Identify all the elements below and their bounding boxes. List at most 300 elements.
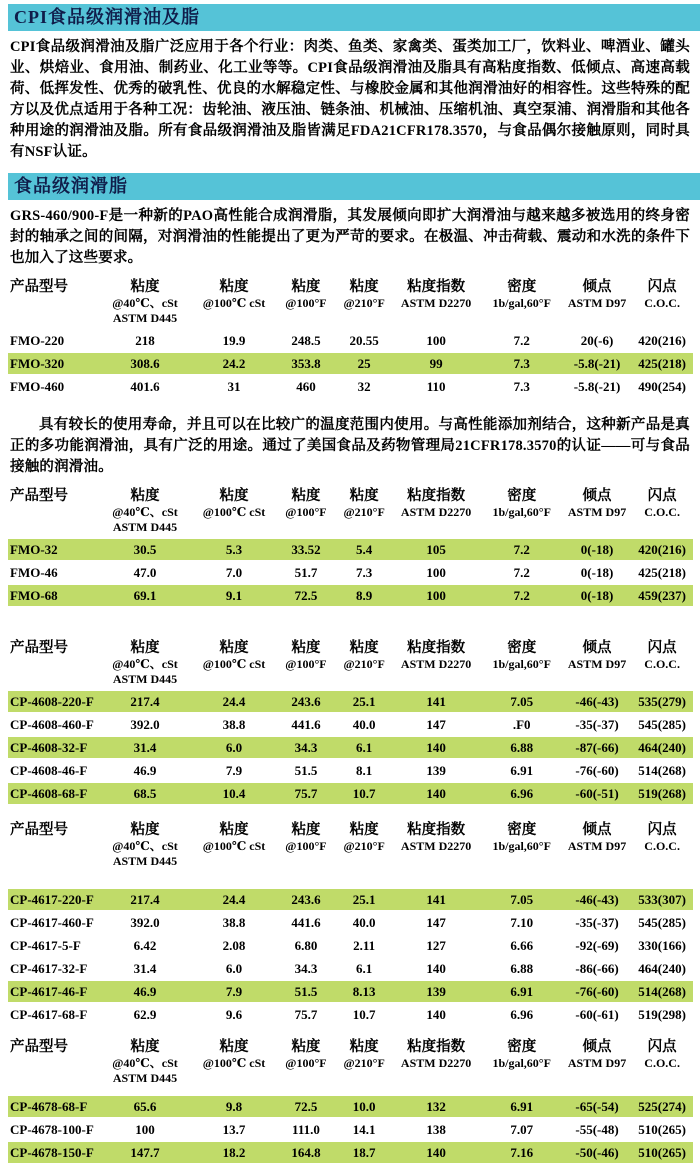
- column-subtitle: ASTM D97: [567, 657, 627, 671]
- cell-value: 308.6: [130, 356, 160, 371]
- column-subtitle: 1b/gal,60°F: [492, 1056, 551, 1070]
- cell-value: 519(298): [638, 1007, 686, 1022]
- cell-value: 34.3: [294, 740, 318, 755]
- column-header: [275, 822, 337, 854]
- column-title: 粘度: [291, 822, 321, 838]
- cell-value: 6.42: [133, 938, 157, 953]
- column-title: 粘度指数: [407, 822, 466, 838]
- cell-value: 217.4: [130, 694, 160, 709]
- column-title: 粘度: [349, 488, 379, 504]
- cell-value: 514(268): [638, 763, 686, 778]
- cell-value: 441.6: [291, 915, 321, 930]
- cell-value: 100: [426, 588, 446, 603]
- product-model: CP-4608-46-F: [10, 763, 88, 778]
- product-model: FMO-32: [10, 542, 58, 557]
- column-title: 粘度: [291, 279, 321, 295]
- cell-value: -92(-69): [575, 938, 619, 953]
- cell-value: 7.9: [225, 763, 243, 778]
- cell-value: 7.3: [513, 356, 530, 371]
- column-title: 闪点: [647, 488, 677, 504]
- column-title: 粘度: [349, 279, 379, 295]
- cell-value: 0(-18): [580, 588, 614, 603]
- cell-value: 9.1: [225, 588, 243, 603]
- cell-value: 33.52: [291, 542, 321, 557]
- cell-value: 68.5: [133, 786, 157, 801]
- column-title: 倾点: [582, 488, 612, 504]
- column-header: [337, 1039, 392, 1071]
- column-title: 倾点: [582, 640, 612, 656]
- column-header: [481, 822, 563, 854]
- table-row: [8, 539, 693, 560]
- cell-value: 72.5: [294, 588, 318, 603]
- column-title: 粘度: [349, 1039, 379, 1055]
- cell-value: 147: [426, 717, 446, 732]
- cell-value: 140: [426, 786, 446, 801]
- product-table-fmo-heavy: [8, 271, 693, 397]
- cell-value: 31: [227, 379, 241, 394]
- cell-value: 46.9: [133, 763, 157, 778]
- cell-value: 19.9: [222, 333, 246, 348]
- column-title: 粘度: [219, 279, 249, 295]
- cell-value: -5.8(-21): [573, 379, 621, 394]
- table-row: [8, 585, 693, 606]
- column-title: 粘度: [349, 640, 379, 656]
- column-subtitle: ASTM D97: [567, 1056, 627, 1070]
- cell-value: 6.66: [510, 938, 534, 953]
- product-model: FMO-320: [10, 356, 65, 371]
- cell-value: 51.5: [294, 763, 318, 778]
- product-model: CP-4678-150-F: [10, 1145, 94, 1160]
- column-subtitle: 1b/gal,60°F: [492, 505, 551, 519]
- column-header: [481, 488, 563, 520]
- column-header: [631, 1039, 693, 1071]
- table-row: [8, 376, 693, 397]
- column-subtitle: @40℃、cSt: [112, 657, 178, 671]
- cell-value: -35(-37): [575, 717, 619, 732]
- cell-value: 140: [426, 1007, 446, 1022]
- product-model: CP-4608-220-F: [10, 694, 94, 709]
- cell-value: 140: [426, 740, 446, 755]
- cell-value: 9.6: [225, 1007, 243, 1022]
- product-model: FMO-460: [10, 379, 65, 394]
- cell-value: 248.5: [291, 333, 321, 348]
- column-header-model: 产品型号: [10, 822, 68, 838]
- cell-value: 6.96: [510, 1007, 534, 1022]
- column-header: [392, 822, 481, 854]
- column-subtitle: @210°F: [343, 296, 385, 310]
- column-header: [392, 488, 481, 520]
- cell-value: 0(-18): [580, 565, 614, 580]
- column-header: [275, 279, 337, 311]
- column-title: 粘度: [349, 822, 379, 838]
- product-model: CP-4617-46-F: [10, 984, 88, 999]
- column-header: [337, 640, 392, 672]
- column-title: 密度: [507, 1039, 537, 1055]
- column-header: [97, 1039, 193, 1086]
- column-header: [97, 488, 193, 535]
- column-header: [193, 488, 275, 520]
- cell-value: 392.0: [130, 717, 160, 732]
- cell-value: 31.4: [133, 740, 157, 755]
- cell-value: 7.3: [513, 379, 530, 394]
- intro-paragraph-grease: GRS-460/900-F是一种新的PAO高性能合成润滑脂，其发展倾向即扩大润滑油与越来越多被选用的终身密封的轴承之间的间隔，对润滑油的性能提出了更为严苛的要求。在极温、冲击荷载、震动和水洗的条件下也加入了这些要求。: [10, 208, 690, 266]
- cell-value: -46(-43): [575, 892, 619, 907]
- cell-value: 24.2: [222, 356, 246, 371]
- cell-value: 100: [135, 1122, 155, 1137]
- table-row: [8, 330, 693, 351]
- cell-value: 139: [426, 763, 446, 778]
- cell-value: 6.1: [356, 740, 373, 755]
- cell-value: 14.1: [352, 1122, 376, 1137]
- column-header: [193, 279, 275, 311]
- cell-value: 7.10: [510, 915, 534, 930]
- cell-value: 7.2: [513, 565, 530, 580]
- section-header-oils: CPI食品级润滑油及脂: [8, 4, 700, 31]
- section-header-grease: 食品级润滑脂: [8, 173, 700, 200]
- column-title: 粘度: [219, 822, 249, 838]
- cell-value: 7.07: [510, 1122, 534, 1137]
- column-title: 粘度指数: [407, 279, 466, 295]
- table-row: [8, 958, 693, 979]
- cell-value: 46.9: [133, 984, 157, 999]
- cell-value: 6.0: [225, 961, 243, 976]
- product-table-cp4678: [8, 1031, 693, 1163]
- cell-value: 20(-6): [580, 333, 614, 348]
- cell-value: 545(285): [638, 915, 686, 930]
- intro-paragraph-oils: CPI食品级润滑油及脂广泛应用于各个行业：肉类、鱼类、家禽类、蛋类加工厂，饮料业、啤酒业、罐头业、烘焙业、食用油、制药业、化工业等等。CPI食品级润滑油及脂具有高粘度指数、低倾点、高速高载荷、低挥发性、优秀的破乳性、优良的水解稳定性、与橡胶金属和其他润滑油好的相容性。这些特殊的配方以及优点适用于各种工况：齿轮油、液压油、链条油、机械油、压缩机油、真空泵浦、润滑脂和其他各种用途的润滑油及脂。所有食品级润滑油及脂皆满足FDA21CFR178.3570，与食品偶尔接触原则，同时具有NSF认证。: [10, 39, 690, 160]
- table-row: [8, 912, 693, 933]
- column-title: 粘度: [291, 640, 321, 656]
- cell-value: 75.7: [294, 1007, 318, 1022]
- cell-value: 353.8: [291, 356, 321, 371]
- column-title: 粘度指数: [407, 640, 466, 656]
- table-rows: [8, 691, 693, 804]
- column-subtitle: @210°F: [343, 839, 385, 853]
- column-subtitle: 1b/gal,60°F: [492, 657, 551, 671]
- cell-value: 330(166): [638, 938, 686, 953]
- cell-value: -76(-60): [575, 984, 619, 999]
- column-title: 粘度: [130, 488, 160, 504]
- cell-value: 441.6: [291, 717, 321, 732]
- cell-value: -50(-46): [575, 1145, 619, 1160]
- table-rows: [8, 539, 693, 606]
- cell-value: 40.0: [352, 915, 376, 930]
- column-header: [481, 1039, 563, 1071]
- cell-value: 25: [357, 356, 371, 371]
- column-subtitle: 1b/gal,60°F: [492, 296, 551, 310]
- cell-value: 510(265): [638, 1122, 686, 1137]
- column-header: [631, 279, 693, 311]
- column-header: [193, 640, 275, 672]
- column-subtitle: ASTM D97: [567, 839, 627, 853]
- table-rows: [8, 330, 693, 397]
- column-subtitle: C.O.C.: [644, 505, 680, 519]
- column-header: [631, 822, 693, 854]
- column-subtitle: ASTM D2270: [400, 1056, 472, 1070]
- cell-value: -65(-54): [575, 1099, 619, 1114]
- column-title: 粘度: [130, 279, 160, 295]
- column-header: [481, 279, 563, 311]
- cell-value: 243.6: [291, 892, 321, 907]
- table-rows: [8, 1096, 693, 1163]
- cell-value: 525(274): [638, 1099, 686, 1114]
- column-title: 闪点: [647, 279, 677, 295]
- cell-value: 105: [426, 542, 446, 557]
- table-row: [8, 760, 693, 781]
- table-row: [8, 714, 693, 735]
- cell-value: 7.16: [510, 1145, 534, 1160]
- product-model: FMO-46: [10, 565, 58, 580]
- column-header: [97, 279, 193, 326]
- column-header: [193, 822, 275, 854]
- cell-value: 2.11: [353, 938, 376, 953]
- cell-value: 8.13: [352, 984, 376, 999]
- column-title: 闪点: [647, 822, 677, 838]
- cell-value: 10.7: [352, 786, 376, 801]
- column-header: [563, 640, 632, 672]
- table-row: [8, 1004, 693, 1025]
- column-title: 密度: [507, 822, 537, 838]
- table-row: [8, 1096, 693, 1117]
- cell-value: 140: [426, 1145, 446, 1160]
- cell-value: 147.7: [130, 1145, 160, 1160]
- cell-value: 8.1: [356, 763, 373, 778]
- product-model: CP-4617-5-F: [10, 938, 81, 953]
- column-subtitle: C.O.C.: [644, 1056, 680, 1070]
- column-header: [337, 279, 392, 311]
- cell-value: 7.2: [513, 588, 530, 603]
- cell-value: 24.4: [222, 694, 246, 709]
- table-header: [8, 1031, 693, 1090]
- cell-value: 6.91: [510, 984, 534, 999]
- cell-value: -76(-60): [575, 763, 619, 778]
- column-header: [97, 822, 193, 869]
- column-subtitle: ASTM D2270: [400, 505, 472, 519]
- column-title: 密度: [507, 279, 537, 295]
- cell-value: 401.6: [130, 379, 160, 394]
- cell-value: 100: [426, 565, 446, 580]
- cell-value: 72.5: [294, 1099, 318, 1114]
- column-subtitle: @210°F: [343, 657, 385, 671]
- cell-value: 420(216): [638, 542, 686, 557]
- table-row: [8, 889, 693, 910]
- cell-value: 0(-18): [580, 542, 614, 557]
- column-subtitle: @40℃、cSt: [112, 296, 178, 310]
- column-header-model: 产品型号: [10, 279, 68, 295]
- cell-value: 138: [426, 1122, 446, 1137]
- column-subtitle: @100℃ cSt: [202, 657, 266, 671]
- column-title: 闪点: [647, 640, 677, 656]
- column-title: 粘度: [219, 640, 249, 656]
- cell-value: 7.05: [510, 694, 534, 709]
- cell-value: 7.2: [513, 333, 530, 348]
- cell-value: 535(279): [638, 694, 686, 709]
- cell-value: 425(218): [638, 356, 686, 371]
- column-title: 倾点: [582, 1039, 612, 1055]
- column-subtitle: C.O.C.: [644, 839, 680, 853]
- cell-value: 51.5: [294, 984, 318, 999]
- column-subtitle: ASTM D445: [112, 311, 178, 325]
- column-header: [97, 640, 193, 687]
- column-title: 粘度: [219, 1039, 249, 1055]
- product-model: FMO-220: [10, 333, 65, 348]
- column-subtitle: 1b/gal,60°F: [492, 839, 551, 853]
- column-subtitle: @100℃ cSt: [202, 296, 266, 310]
- cell-value: 9.8: [225, 1099, 243, 1114]
- cell-value: 6.91: [510, 1099, 534, 1114]
- column-header: [392, 1039, 481, 1071]
- column-header: [563, 1039, 632, 1071]
- column-header: [337, 488, 392, 520]
- column-header: [193, 1039, 275, 1071]
- cell-value: 139: [426, 984, 446, 999]
- cell-value: 460: [296, 379, 316, 394]
- product-model: CP-4617-32-F: [10, 961, 88, 976]
- product-table-cp4608: [8, 632, 693, 804]
- cell-value: 10.0: [352, 1099, 376, 1114]
- cell-value: -46(-43): [575, 694, 619, 709]
- column-subtitle: @100℃ cSt: [202, 1056, 266, 1070]
- product-model: CP-4617-460-F: [10, 915, 94, 930]
- cell-value: 25.1: [352, 694, 376, 709]
- column-header: [563, 488, 632, 520]
- column-header: [631, 488, 693, 520]
- column-subtitle: ASTM D2270: [400, 296, 472, 310]
- table-row: [8, 562, 693, 583]
- cell-value: 34.3: [294, 961, 318, 976]
- cell-value: 7.9: [225, 984, 243, 999]
- column-subtitle: @100°F: [285, 1056, 327, 1070]
- cell-value: 100: [426, 333, 446, 348]
- cell-value: -87(-66): [575, 740, 619, 755]
- column-subtitle: @210°F: [343, 1056, 385, 1070]
- cell-value: -35(-37): [575, 915, 619, 930]
- table-header: [8, 271, 693, 330]
- column-header: [275, 1039, 337, 1071]
- cell-value: 99: [429, 356, 443, 371]
- cell-value: -60(-51): [575, 786, 619, 801]
- column-title: 倾点: [582, 279, 612, 295]
- column-header: [392, 640, 481, 672]
- product-model: CP-4608-68-F: [10, 786, 88, 801]
- cell-value: 32: [357, 379, 371, 394]
- table-header: [8, 632, 693, 691]
- cell-value: 6.88: [510, 740, 534, 755]
- cell-value: 18.7: [352, 1145, 376, 1160]
- cell-value: 464(240): [638, 961, 686, 976]
- cell-value: 30.5: [133, 542, 157, 557]
- cell-value: 7.3: [356, 565, 373, 580]
- column-subtitle: @100°F: [285, 296, 327, 310]
- cell-value: 6.0: [225, 740, 243, 755]
- table-row: [8, 981, 693, 1002]
- product-model: CP-4678-100-F: [10, 1122, 94, 1137]
- column-subtitle: ASTM D2270: [400, 657, 472, 671]
- column-title: 密度: [507, 640, 537, 656]
- column-subtitle: ASTM D445: [112, 520, 178, 534]
- cell-value: -60(-61): [575, 1007, 619, 1022]
- cell-value: 38.8: [222, 717, 246, 732]
- cell-value: 62.9: [133, 1007, 157, 1022]
- column-subtitle: @100℃ cSt: [202, 505, 266, 519]
- product-table-fmo-light: [8, 480, 693, 606]
- column-subtitle: @100°F: [285, 657, 327, 671]
- column-header-model: 产品型号: [10, 488, 68, 504]
- cell-value: 20.55: [349, 333, 379, 348]
- column-header: [481, 640, 563, 672]
- column-subtitle: @40℃、cSt: [112, 839, 178, 853]
- column-header: [275, 640, 337, 672]
- cell-value: -5.8(-21): [573, 356, 621, 371]
- column-header: [392, 279, 481, 311]
- column-subtitle: ASTM D2270: [400, 839, 472, 853]
- cell-value: 545(285): [638, 717, 686, 732]
- cell-value: 217.4: [130, 892, 160, 907]
- column-subtitle: ASTM D445: [112, 854, 178, 868]
- table-row: [8, 353, 693, 374]
- cell-value: 40.0: [352, 717, 376, 732]
- cell-value: 392.0: [130, 915, 160, 930]
- column-header: [275, 488, 337, 520]
- cell-value: 24.4: [222, 892, 246, 907]
- cell-value: 164.8: [291, 1145, 321, 1160]
- cell-value: -55(-48): [575, 1122, 619, 1137]
- cell-value: 7.0: [225, 565, 243, 580]
- cell-value: 18.2: [222, 1145, 246, 1160]
- cell-value: 6.91: [510, 763, 534, 778]
- cell-value: 5.3: [225, 542, 243, 557]
- product-model: CP-4608-32-F: [10, 740, 88, 755]
- cell-value: 10.7: [352, 1007, 376, 1022]
- column-subtitle: @210°F: [343, 505, 385, 519]
- product-model: CP-4617-68-F: [10, 1007, 88, 1022]
- product-model: CP-4678-68-F: [10, 1099, 88, 1114]
- cell-value: 533(307): [638, 892, 686, 907]
- cell-value: 75.7: [294, 786, 318, 801]
- cell-value: 2.08: [222, 938, 246, 953]
- column-title: 闪点: [647, 1039, 677, 1055]
- cell-value: 7.05: [510, 892, 534, 907]
- column-title: 粘度: [130, 822, 160, 838]
- column-subtitle: ASTM D97: [567, 296, 627, 310]
- column-title: 粘度指数: [407, 1039, 466, 1055]
- cell-value: 510(265): [638, 1145, 686, 1160]
- cell-value: 459(237): [638, 588, 686, 603]
- cell-value: 65.6: [133, 1099, 157, 1114]
- column-title: 粘度指数: [407, 488, 466, 504]
- cell-value: 111.0: [292, 1122, 320, 1137]
- column-title: 粘度: [219, 488, 249, 504]
- cell-value: 10.4: [222, 786, 246, 801]
- cell-value: -86(-66): [575, 961, 619, 976]
- cell-value: 6.88: [510, 961, 534, 976]
- cell-value: 69.1: [133, 588, 157, 603]
- cell-value: 141: [426, 892, 446, 907]
- cell-value: 519(268): [638, 786, 686, 801]
- product-model: CP-4617-220-F: [10, 892, 94, 907]
- column-subtitle: C.O.C.: [644, 296, 680, 310]
- column-title: 粘度: [291, 1039, 321, 1055]
- table-row: [8, 737, 693, 758]
- column-subtitle: @100℃ cSt: [202, 839, 266, 853]
- cell-value: 464(240): [638, 740, 686, 755]
- cell-value: 147: [426, 915, 446, 930]
- column-header: [631, 640, 693, 672]
- cell-value: 420(216): [638, 333, 686, 348]
- column-title: 密度: [507, 488, 537, 504]
- column-header-model: 产品型号: [10, 640, 68, 656]
- cell-value: 514(268): [638, 984, 686, 999]
